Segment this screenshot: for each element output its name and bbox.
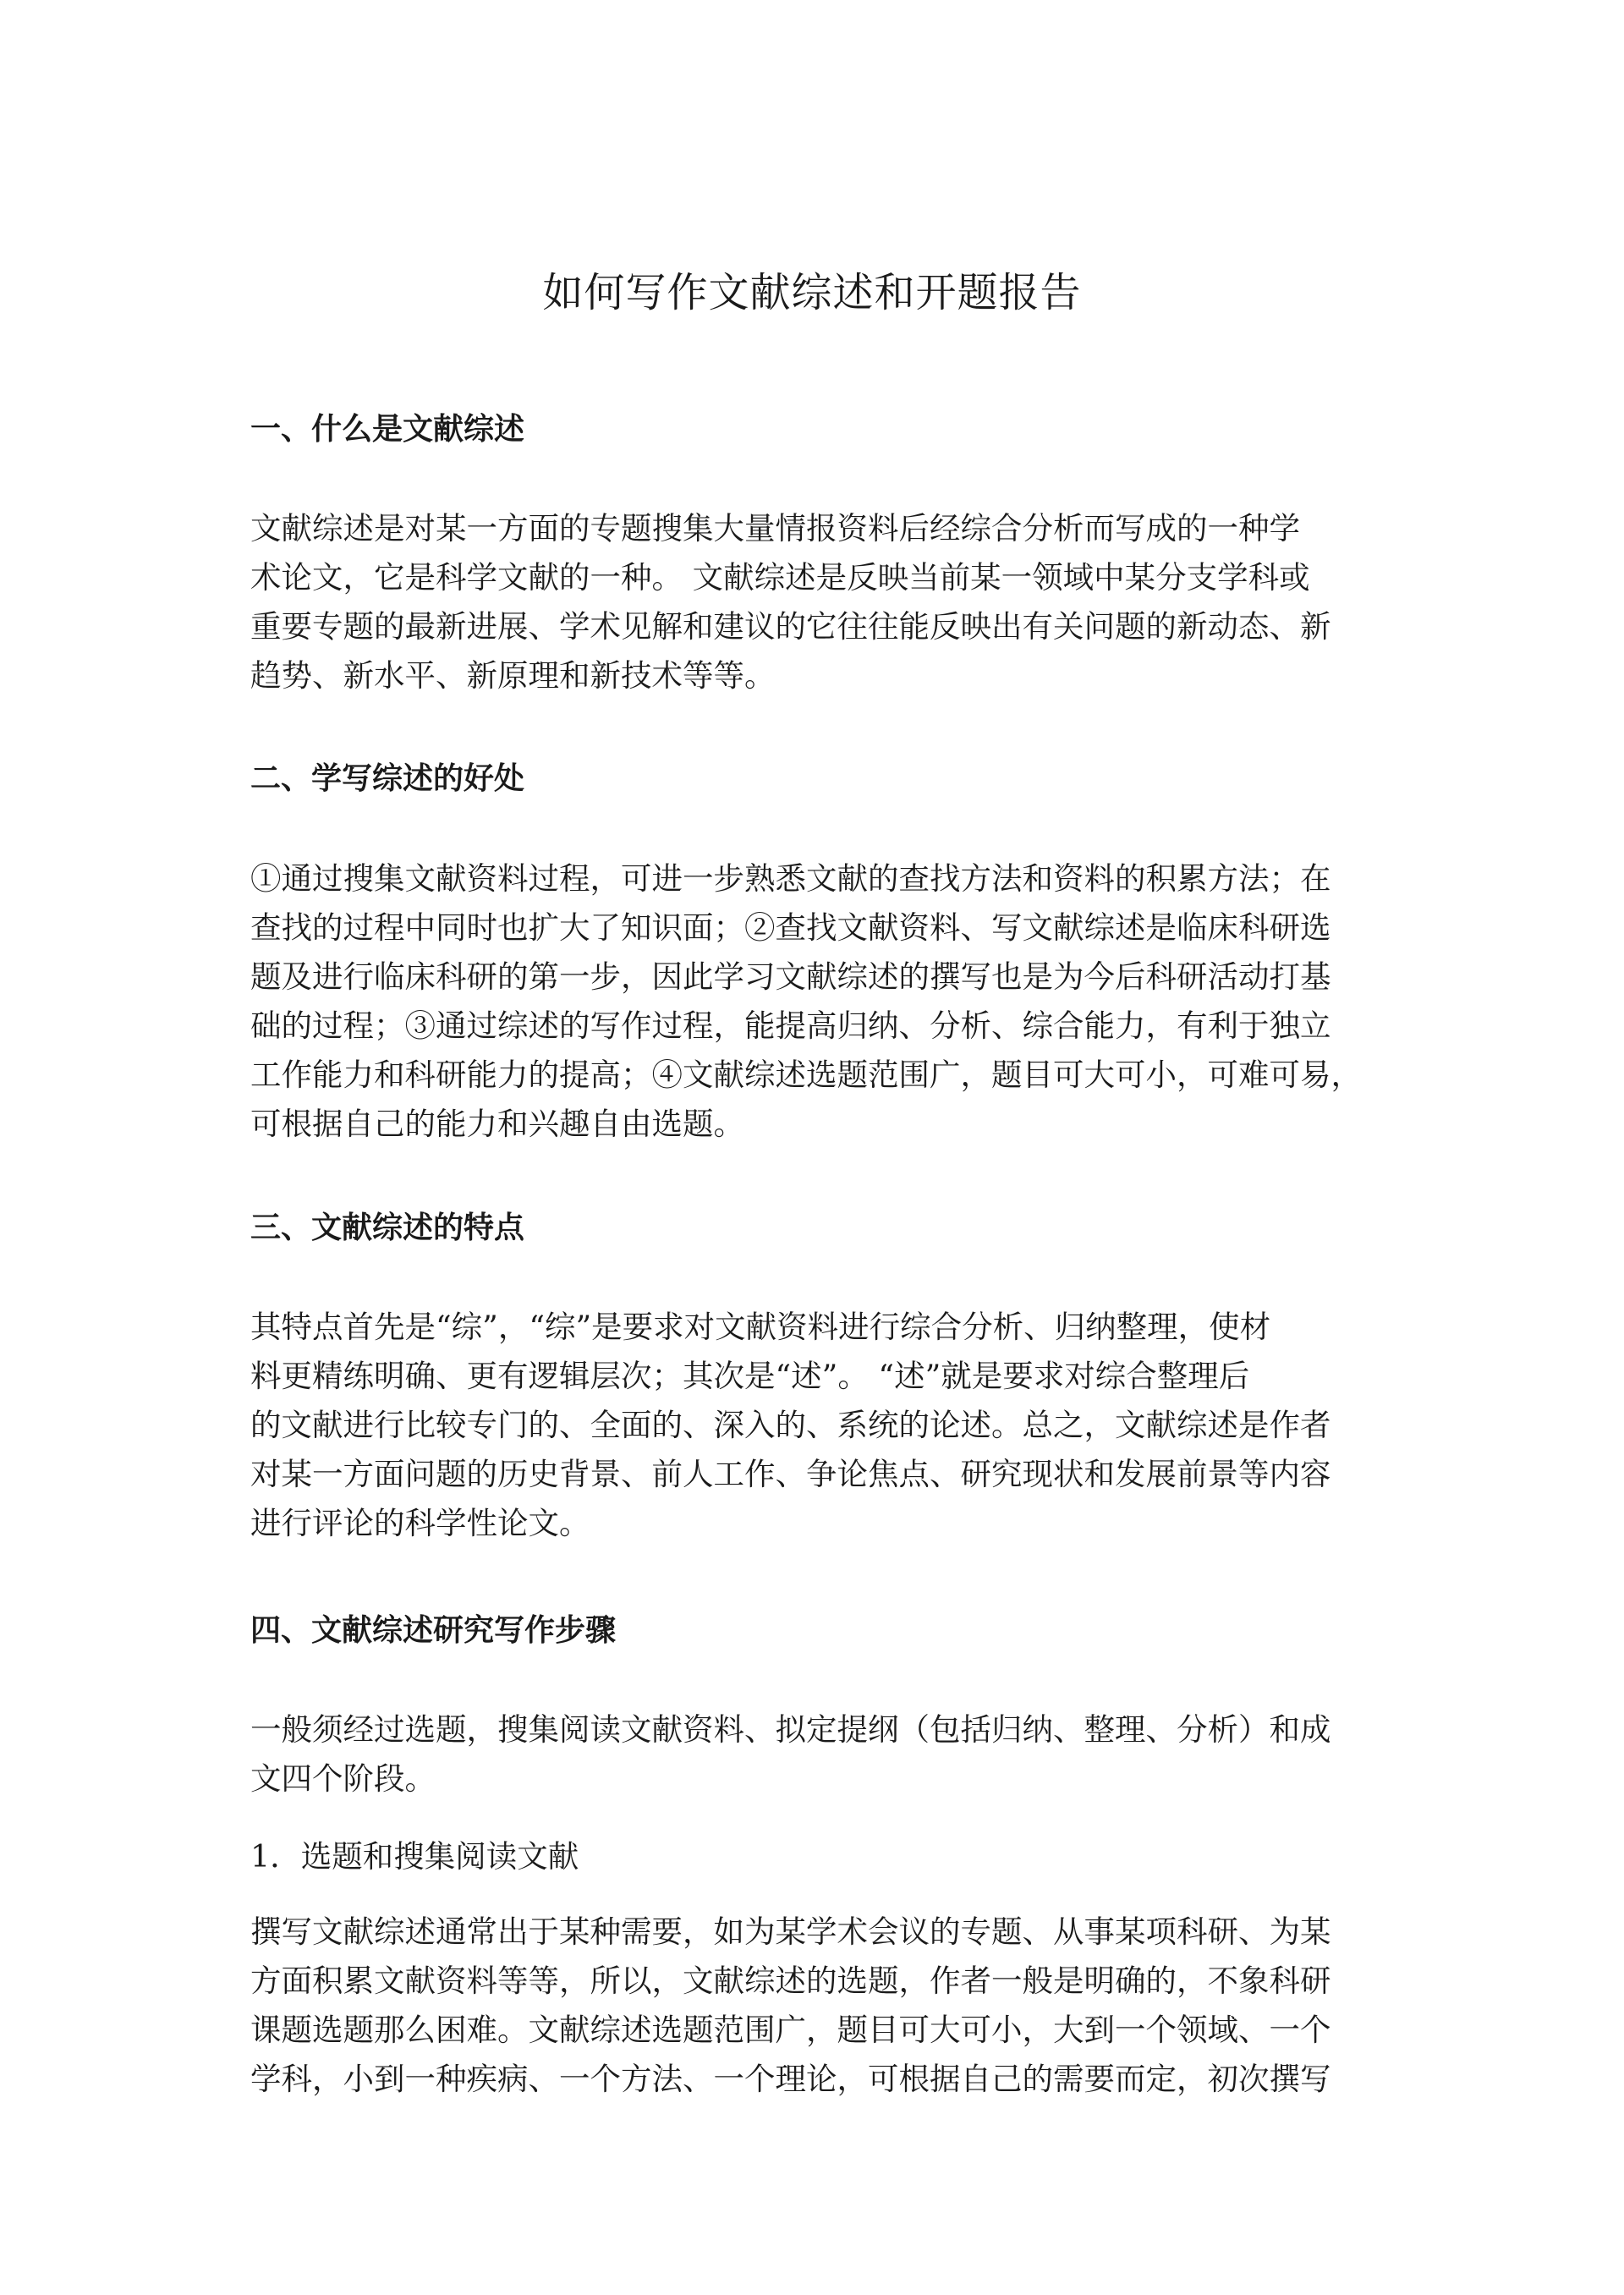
paragraph-line: 查找的过程中同时也扩大了知识面；②查找文献资料、写文献综述是临床科研选 xyxy=(250,909,1331,946)
paragraph-line: 一般须经过选题，搜集阅读文献资料、拟定提纲（包括归纳、整理、分析）和成 xyxy=(250,1711,1331,1748)
paragraph-line: 对某一方面问题的历史背景、前人工作、争论焦点、研究现状和发展前景等内容 xyxy=(250,1456,1331,1492)
paragraph-line: 撰写文献综述通常出于某种需要，如为某学术会议的专题、从事某项科研、为某 xyxy=(250,1913,1331,1950)
paragraph-line: 的文献进行比较专门的、全面的、深入的、系统的论述。总之，文献综述是作者 xyxy=(250,1407,1331,1443)
section-heading-4: 四、文献综述研究写作步骤 xyxy=(250,1613,617,1648)
document-title: 如何写作文献综述和开题报告 xyxy=(542,269,1082,316)
paragraph-line: 方面积累文献资料等等，所以，文献综述的选题，作者一般是明确的，不象科研 xyxy=(250,1963,1331,1999)
section-paragraph-3 xyxy=(250,1303,1384,1548)
section-heading-1: 一、什么是文献综述 xyxy=(250,412,525,447)
paragraph-line: 工作能力和科研能力的提高；④文献综述选题范围广，题目可大可小，可难可易， xyxy=(250,1057,1362,1093)
paragraph-line: 其特点首先是“综”，“综”是要求对文献资料进行综合分析、归纳整理，使材 xyxy=(250,1309,1271,1345)
section-paragraph-4 xyxy=(250,1705,1384,1804)
section-heading-2: 二、学写综述的好处 xyxy=(250,761,525,796)
paragraph-line: 进行评论的科学性论文。 xyxy=(250,1505,590,1541)
paragraph-line: 重要专题的最新进展、学术见解和建议的它往往能反映出有关问题的新动态、新 xyxy=(250,608,1331,645)
paragraph-line: 趋势、新水平、新原理和新技术等等。 xyxy=(250,657,776,694)
paragraph-line: 文四个阶段。 xyxy=(250,1760,436,1797)
paragraph-line: 文献综述是对某一方面的专题搜集大量情报资料后经综合分析而写成的一种学 xyxy=(250,510,1300,546)
section-paragraph-1 xyxy=(250,504,1384,700)
paragraph-line: 题及进行临床科研的第一步，因此学习文献综述的撰写也是为今后科研活动打基 xyxy=(250,958,1331,995)
paragraph-line: 可根据自己的能力和兴趣自由选题。 xyxy=(250,1106,744,1142)
paragraph-line: 础的过程；③通过综述的写作过程，能提高归纳、分析、综合能力，有利于独立 xyxy=(250,1007,1331,1044)
paragraph-line: 学科，小到一种疾病、一个方法、一个理论，可根据自己的需要而定，初次撰写 xyxy=(250,2061,1331,2097)
paragraph-line: 料更精练明确、更有逻辑层次；其次是“述”。 “述”就是要求对综合整理后 xyxy=(250,1358,1250,1394)
section-paragraph-2 xyxy=(250,854,1384,1149)
paragraph-line: ①通过搜集文献资料过程，可进一步熟悉文献的查找方法和资料的积累方法；在 xyxy=(250,860,1331,897)
subsection-paragraph xyxy=(250,1908,1384,2104)
section-heading-3: 三、文献综述的特点 xyxy=(250,1211,525,1245)
paragraph-line: 课题选题那么困难。文献综述选题范围广，题目可大可小，大到一个领域、一个 xyxy=(250,2012,1331,2048)
paragraph-line: 术论文，它是科学文献的一种。 文献综述是反映当前某一领域中某分支学科或 xyxy=(250,559,1310,596)
subsection-heading: 1．选题和搜集阅读文献 xyxy=(250,1838,579,1875)
